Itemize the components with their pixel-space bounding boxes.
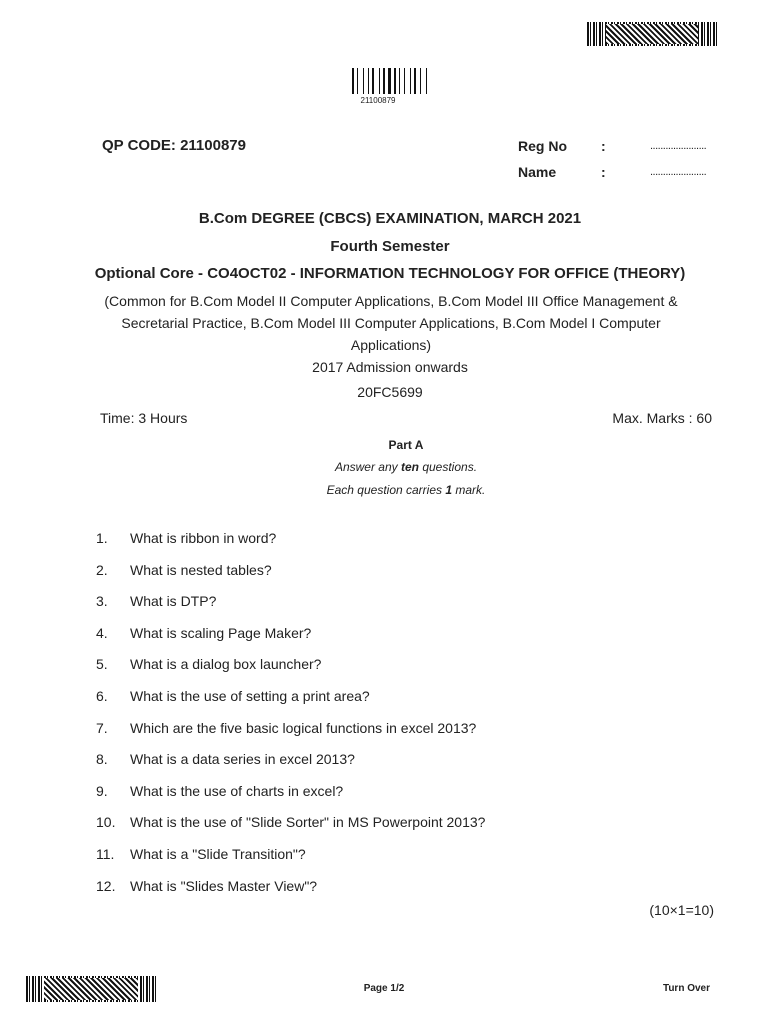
name-colon: : xyxy=(601,164,606,180)
barcode-bar xyxy=(363,68,364,94)
question-text: What is DTP? xyxy=(130,593,217,610)
instruction-post: questions. xyxy=(418,460,478,474)
barcode-bar xyxy=(392,68,393,94)
question-number: 12. xyxy=(96,877,116,894)
question-item xyxy=(96,593,216,609)
carry-bold: 1 xyxy=(445,483,453,497)
turn-over: Turn Over xyxy=(662,983,710,994)
paper-code: 20FC5699 xyxy=(357,384,423,400)
question-text: What is "Slides Master View"? xyxy=(130,877,318,894)
exam-time: Time: 3 Hours xyxy=(100,410,188,426)
question-item xyxy=(96,656,321,672)
barcode-bar xyxy=(355,68,356,94)
barcode-bar xyxy=(375,68,378,94)
barcode-bar xyxy=(422,68,425,94)
barcode-bar xyxy=(417,68,419,94)
barcode-bar xyxy=(406,68,409,94)
top-right-barcode-pattern xyxy=(606,24,698,44)
question-text: What is the use of charts in excel? xyxy=(130,782,344,799)
question-number: 4. xyxy=(96,624,108,641)
common-for-note: (Common for B.Com Model II Computer Applications, B.Com Model III Office Management & Secretarial Practice, B.Com Model III Computer Applications, B.Com Model I Computer Applications) xyxy=(104,293,678,353)
barcode-bar xyxy=(381,68,382,94)
question-number: 6. xyxy=(96,688,108,704)
barcode-bar xyxy=(357,68,358,94)
question-text: Which are the five basic logical functions in excel 2013? xyxy=(130,719,477,736)
question-number: 3. xyxy=(96,593,108,610)
name-field: ...................... xyxy=(650,166,707,178)
barcode-bar xyxy=(426,68,427,94)
barcode-bar xyxy=(420,68,421,94)
reg-no-colon: : xyxy=(601,138,606,154)
reg-no-field: ...................... xyxy=(650,140,707,152)
barcode-bar xyxy=(368,68,369,94)
question-number: 2. xyxy=(96,561,108,578)
semester-title: Fourth Semester xyxy=(330,238,450,255)
question-text: What is nested tables? xyxy=(130,561,272,578)
question-item xyxy=(96,878,317,894)
question-text: What is the use of setting a print area? xyxy=(130,688,370,704)
question-text: What is a "Slide Transition"? xyxy=(130,846,306,862)
answer-instruction xyxy=(22,460,768,474)
barcode-bar xyxy=(404,68,405,94)
part-a-title: Part A xyxy=(388,438,424,452)
question-number: 7. xyxy=(96,719,108,736)
question-text: What is the use of "Slide Sorter" in MS Powerpoint 2013? xyxy=(130,814,486,831)
admission-note: 2017 Admission onwards xyxy=(312,359,468,375)
barcode-bar xyxy=(394,68,396,94)
barcode-number: 21100879 xyxy=(360,96,396,105)
question-text: What is scaling Page Maker? xyxy=(130,624,312,641)
question-item xyxy=(96,562,272,578)
barcode-bar xyxy=(428,68,429,94)
barcode-bar xyxy=(397,68,398,94)
barcode-bar xyxy=(379,68,380,94)
course-title: Optional Core - CO4OCT02 - INFORMATION TECHNOLOGY FOR OFFICE (THEORY) xyxy=(94,265,686,282)
marks-instruction xyxy=(22,483,768,497)
question-number: 8. xyxy=(96,751,108,768)
question-number: 9. xyxy=(96,782,108,799)
page-number: Page 1/2 xyxy=(363,983,405,994)
carry-pre: Each question carries xyxy=(326,483,446,497)
instruction-bold: ten xyxy=(400,460,419,474)
question-item xyxy=(96,846,306,862)
question-item xyxy=(96,625,311,641)
barcode-bar xyxy=(372,68,374,94)
carry-post: mark. xyxy=(452,483,486,497)
barcode-bar xyxy=(383,68,385,94)
barcode-bar xyxy=(352,68,354,94)
question-number: 1. xyxy=(96,530,108,546)
question-item xyxy=(96,783,343,799)
question-item xyxy=(96,720,476,736)
barcode-bar xyxy=(401,68,403,94)
max-marks: Max. Marks : 60 xyxy=(612,410,712,426)
question-number: 10. xyxy=(96,814,116,831)
degree-title: B.Com DEGREE (CBCS) EXAMINATION, MARCH 2021 xyxy=(198,210,582,227)
question-item xyxy=(96,814,485,830)
question-text: What is ribbon in word? xyxy=(130,530,277,546)
question-number: 5. xyxy=(96,656,108,673)
name-label: Name xyxy=(518,164,557,180)
instruction-pre: Answer any xyxy=(334,460,401,474)
qp-code: QP CODE: 21100879 xyxy=(102,137,246,154)
question-text: What is a dialog box launcher? xyxy=(130,656,322,673)
barcode-bar xyxy=(414,68,416,94)
reg-no-label: Reg No xyxy=(518,138,567,154)
question-item xyxy=(96,751,355,767)
question-item xyxy=(96,530,276,546)
part-a-score: (10×1=10) xyxy=(649,902,714,918)
question-item xyxy=(96,688,370,704)
barcode-bar xyxy=(388,68,391,94)
barcode-bar xyxy=(386,68,387,94)
question-text: What is a data series in excel 2013? xyxy=(130,751,355,768)
barcode-bar xyxy=(412,68,413,94)
barcode-bar xyxy=(359,68,362,94)
center-barcode xyxy=(352,68,430,94)
barcode-bar xyxy=(370,68,371,94)
barcode-bar xyxy=(410,68,411,94)
barcode-bar xyxy=(399,68,400,94)
question-number: 11. xyxy=(96,846,115,862)
barcode-bar xyxy=(365,68,367,94)
